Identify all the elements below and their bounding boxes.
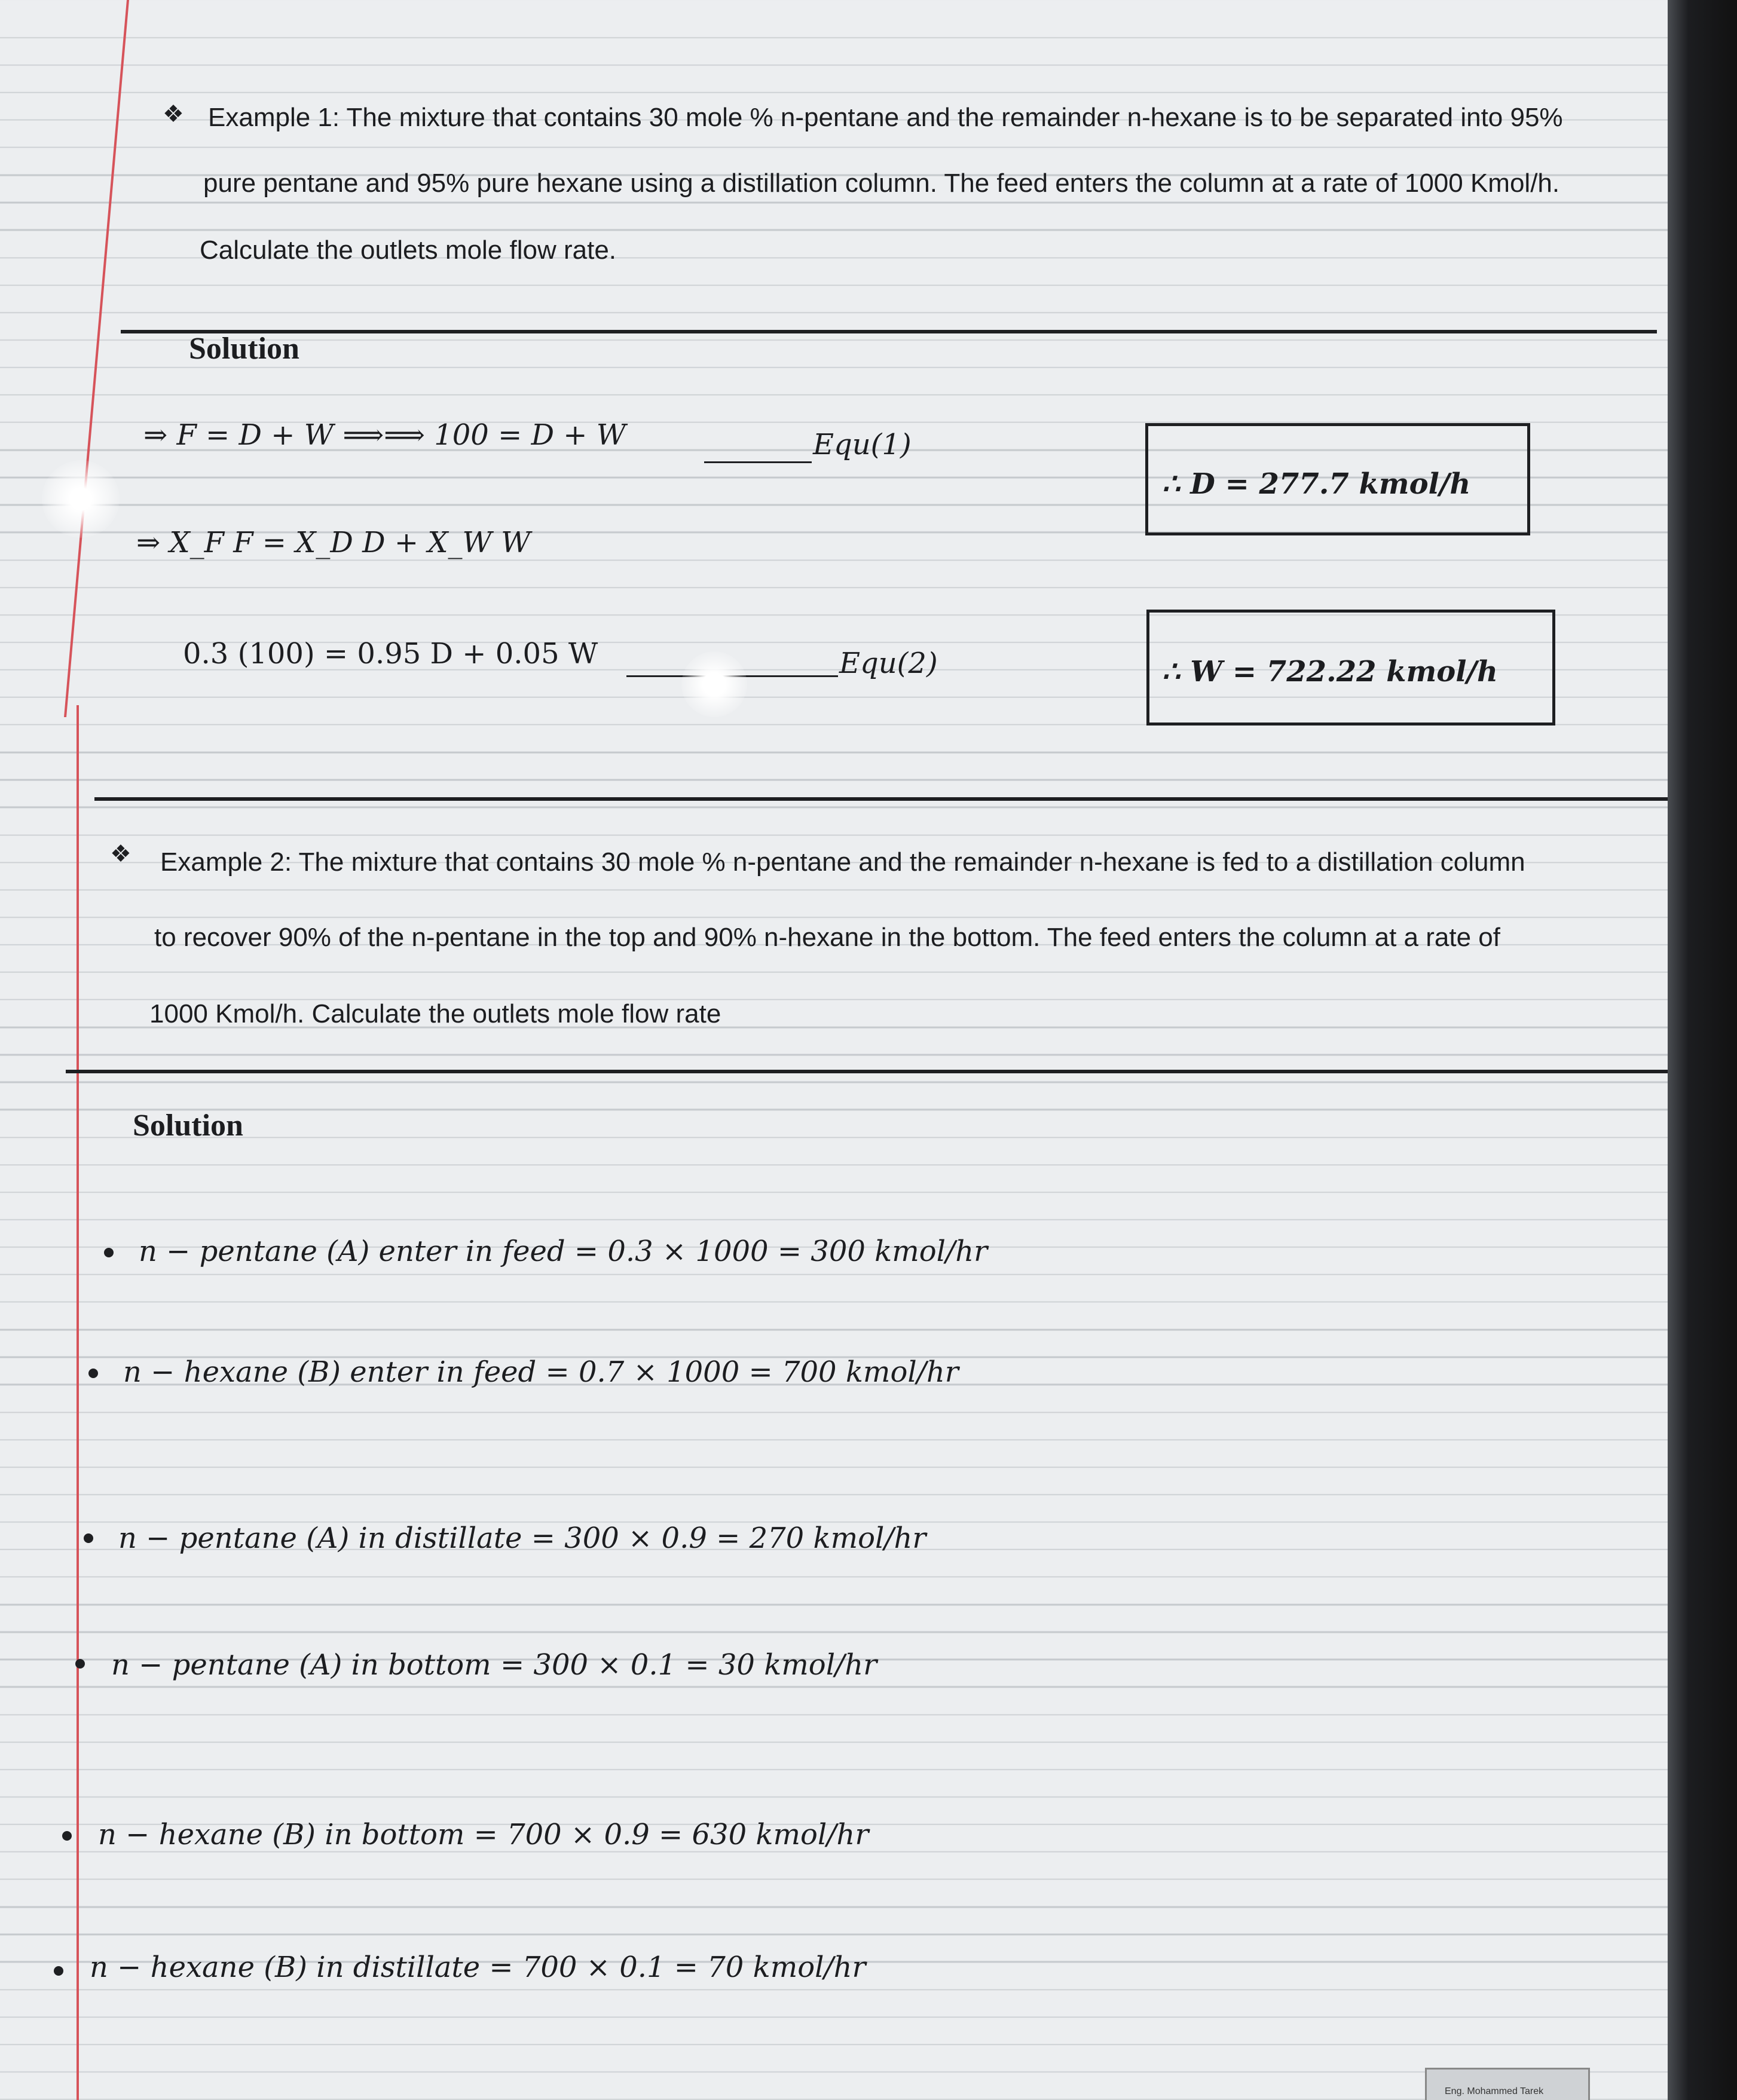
list-item: n − hexane (B) enter in feed = 0.7 × 1000 = 700 kmol/hr	[123, 1355, 959, 1389]
list-bullet-icon	[54, 1966, 63, 1976]
list-bullet-icon	[62, 1831, 72, 1841]
example2-line1: Example 2: The mixture that contains 30 mole % n-pentane and the remainder n-hexane is fed to a distillation column	[160, 847, 1525, 877]
screen-glare	[681, 651, 747, 717]
example1-line3: Calculate the outlets mole flow rate.	[200, 235, 617, 265]
diamond-bullet-icon: ❖	[110, 841, 132, 867]
list-item: n − pentane (A) in bottom = 300 × 0.1 = 30 kmol/hr	[111, 1648, 877, 1682]
list-bullet-icon	[88, 1369, 98, 1378]
equation-2: 0.3 (100) = 0.95 D + 0.05 W	[183, 637, 598, 671]
list-item: n − pentane (A) enter in feed = 0.3 × 1000 = 300 kmol/hr	[139, 1235, 988, 1268]
list-item: n − hexane (B) in distillate = 700 × 0.1 = 70 kmol/hr	[90, 1951, 866, 1984]
list-item: n − hexane (B) in bottom = 700 × 0.9 = 630 kmol/hr	[98, 1818, 869, 1851]
diamond-bullet-icon: ❖	[163, 101, 184, 127]
list-bullet-icon	[84, 1533, 93, 1543]
example1-line2: pure pentane and 95% pure hexane using a distillation column. The feed enters the column at a rate of 1000 Kmol/h.	[203, 169, 1560, 198]
screen-glare	[42, 460, 120, 538]
equation-1-tag: Equ(1)	[813, 428, 912, 461]
divider-rule	[121, 330, 1657, 333]
example2-line3: 1000 Kmol/h. Calculate the outlets mole flow rate	[149, 999, 721, 1028]
equation-balance: ⇒ X_F F = X_D D + X_W W	[136, 526, 531, 559]
example1-line1: Example 1: The mixture that contains 30 mole % n-pentane and the remainder n-hexane is to be separated into 95%	[208, 103, 1563, 132]
margin-line-bottom	[77, 705, 79, 2100]
list-bullet-icon	[104, 1248, 114, 1257]
divider-rule	[94, 797, 1668, 801]
example2-line2: to recover 90% of the n-pentane in the top and 90% n-hexane in the bottom. The feed enters the column at a rate of	[154, 923, 1500, 952]
equation-1: ⇒ F = D + W ⟹⟹ 100 = D + W	[143, 418, 626, 452]
author-stamp	[1425, 2068, 1590, 2100]
list-bullet-icon	[75, 1659, 85, 1669]
equation-2-tag: Equ(2)	[839, 647, 938, 680]
solution2-heading: Solution	[133, 1109, 243, 1143]
divider-rule	[66, 1070, 1668, 1073]
margin-line-top	[64, 0, 129, 717]
list-item: n − pentane (A) in distillate = 300 × 0.9 = 270 kmol/hr	[118, 1522, 926, 1555]
author-stamp-text: Eng. Mohammed Tarek	[1445, 2086, 1544, 2096]
device-bezel	[1668, 0, 1737, 2100]
result-w: ∴ W = 722.22 kmol/h	[1162, 655, 1498, 688]
result-d: ∴ D = 277.7 kmol/h	[1162, 467, 1471, 501]
solution1-heading: Solution	[189, 332, 299, 366]
equation-leader-line	[704, 461, 812, 463]
